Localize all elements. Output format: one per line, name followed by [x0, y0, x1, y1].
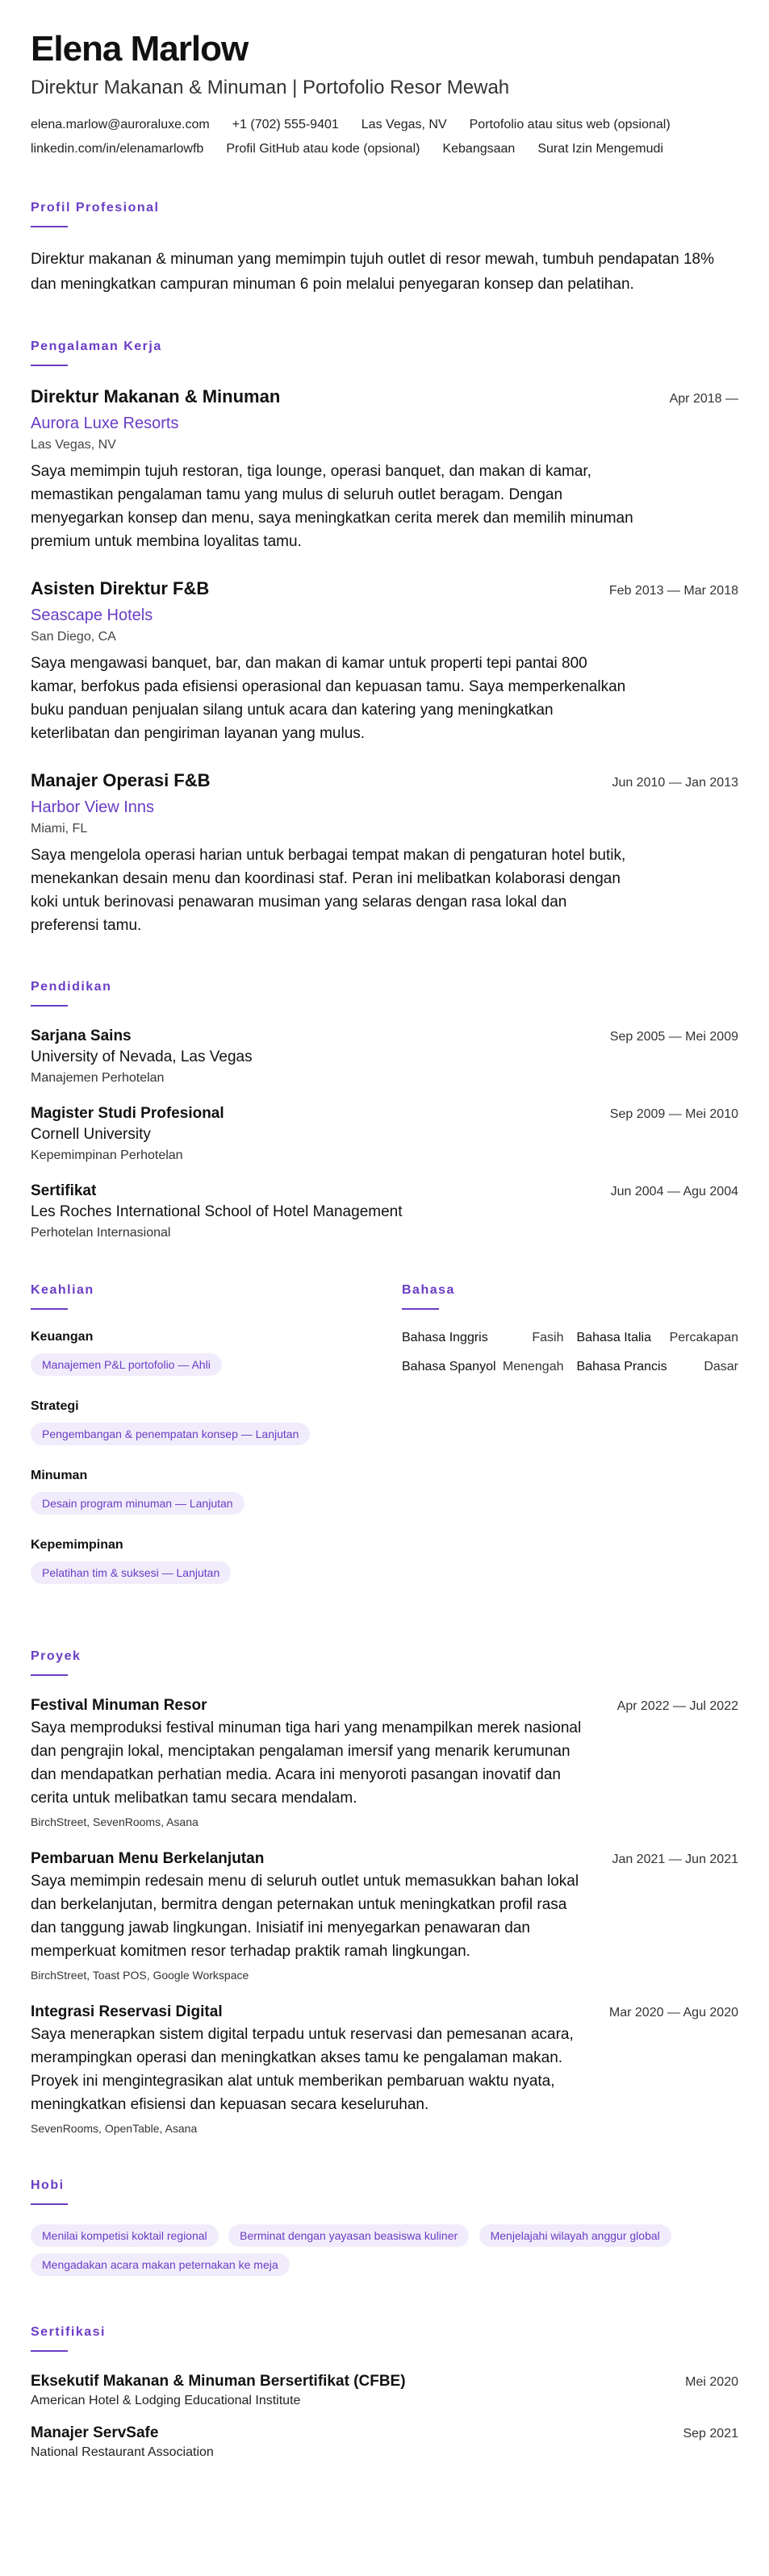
job-title: Manajer Operasi F&B — [31, 770, 211, 790]
section-title: Keahlian — [31, 1283, 94, 1297]
education-school: University of Nevada, Las Vegas — [31, 1048, 253, 1065]
skill-chip: Manajemen P&L portofolio — Ahli — [31, 1353, 222, 1376]
certifications-section — [31, 2324, 738, 2461]
certification-entry — [31, 2423, 738, 2461]
skill-chip: Pengembangan & penempatan konsep — Lanjutan — [31, 1423, 310, 1445]
project-title: Pembaruan Menu Berkelanjutan — [31, 1850, 265, 1867]
job-description: Saya mengelola operasi harian untuk berbagai tempat makan di pengaturan hotel butik, menekankan desain menu dan koordinasi staf. Peran ini melibatkan kolaborasi dengan koki untuk berinovasi penawaran musiman yang selaras dengan rasa lokal dan preferensi tamu. — [31, 847, 626, 934]
hobby-list — [31, 2224, 738, 2282]
certification-name: Manajer ServSafe — [31, 2424, 159, 2441]
job-company: Seascape Hotels — [31, 606, 153, 624]
language-item — [577, 1329, 739, 1347]
certification-date: Mei 2020 — [685, 2375, 738, 2389]
candidate-name: Elena Marlow — [31, 29, 249, 69]
job-entry — [31, 386, 738, 553]
language-name: Bahasa Prancis — [576, 1360, 667, 1373]
summary-text: Direktur makanan & minuman yang memimpin tujuh outlet di resor mewah, tumbuh pendapatan 18% dan meningkatkan campuran minuman 6 poin melalui penyegaran konsep dan pelatihan. — [31, 251, 715, 293]
education-entry — [31, 1181, 738, 1240]
certification-entry — [31, 2371, 738, 2410]
job-dates: Apr 2018 — — [669, 392, 738, 406]
project-entry — [31, 1695, 738, 1829]
skills-languages-section — [31, 1282, 738, 1607]
section-title: Profil Profesional — [31, 201, 160, 215]
contact-driving-license: Surat Izin Mengemudi — [537, 142, 663, 156]
job-location: Las Vegas, NV — [31, 438, 116, 452]
language-item — [402, 1329, 564, 1347]
job-dates: Feb 2013 — Mar 2018 — [608, 584, 738, 598]
projects-section — [31, 1649, 738, 2136]
skill-group — [31, 1468, 370, 1521]
section-divider — [31, 2350, 68, 2352]
job-title: Asisten Direktur F&B — [31, 578, 210, 598]
skill-group — [31, 1398, 370, 1452]
certification-issuer: National Restaurant Association — [31, 2445, 214, 2459]
language-level: Dasar — [704, 1360, 738, 1373]
project-description: Saya memproduksi festival minuman tiga hari yang menampilkan merek nasional dan pengrajin lokal, menciptakan pengalaman imersif yang menarik kerumunan dan mendapatkan perhatian media. Acara ini menyoroti pasangan inovatif dan cerita untuk melibatkan tamu secara mendalam. — [31, 1719, 582, 1807]
section-divider — [31, 2203, 68, 2205]
certification-issuer: American Hotel & Lodging Educational Institute — [31, 2394, 301, 2407]
job-entry — [31, 769, 738, 937]
education-field: Manajemen Perhotelan — [31, 1071, 165, 1085]
language-name: Bahasa Spanyol — [402, 1360, 496, 1373]
skill-category: Keuangan — [31, 1330, 94, 1344]
hobby-chip: Menjelajahi wilayah anggur global — [479, 2224, 671, 2247]
job-company: Aurora Luxe Resorts — [31, 415, 179, 432]
summary-section — [31, 200, 738, 297]
certification-name: Eksekutif Makanan & Minuman Bersertifikat (CFBE) — [31, 2373, 406, 2390]
languages-column — [402, 1282, 738, 1607]
language-level: Fasih — [532, 1331, 564, 1344]
section-title: Hobi — [31, 2178, 65, 2192]
job-entry — [31, 577, 738, 745]
skill-chip: Pelatihan tim & suksesi — Lanjutan — [31, 1561, 231, 1584]
job-title: Direktur Makanan & Minuman — [31, 386, 281, 406]
contact-github[interactable]: Profil GitHub atau kode (opsional) — [226, 142, 420, 156]
section-divider — [31, 1674, 68, 1676]
contact-linkedin[interactable]: linkedin.com/in/elenamarlowfb — [31, 142, 204, 156]
skill-category: Kepemimpinan — [31, 1538, 123, 1552]
section-divider — [31, 365, 68, 366]
education-degree: Sertifikat — [31, 1182, 97, 1199]
project-dates: Jan 2021 — Jun 2021 — [612, 1853, 738, 1866]
project-entry — [31, 1849, 738, 1982]
education-dates: Sep 2009 — Mei 2010 — [609, 1107, 738, 1121]
education-school: Les Roches International School of Hotel Management — [31, 1203, 403, 1220]
education-degree: Sarjana Sains — [31, 1027, 132, 1044]
language-name: Bahasa Italia — [576, 1331, 652, 1344]
resume-header — [31, 29, 738, 158]
contact-location: Las Vegas, NV — [361, 118, 447, 131]
skill-group — [31, 1329, 370, 1382]
hobby-chip: Berminat dengan yayasan beasiswa kuliner — [228, 2224, 469, 2247]
section-title: Pendidikan — [31, 980, 112, 994]
contact-portfolio[interactable]: Portofolio atau situs web (opsional) — [469, 118, 671, 131]
education-dates: Jun 2004 — Agu 2004 — [610, 1185, 738, 1198]
job-location: San Diego, CA — [31, 630, 116, 644]
language-item — [402, 1358, 564, 1376]
skill-category: Strategi — [31, 1399, 79, 1413]
section-title: Pengalaman Kerja — [31, 340, 162, 353]
project-dates: Apr 2022 — Jul 2022 — [616, 1699, 738, 1713]
project-tools: SevenRooms, OpenTable, Asana — [31, 2122, 198, 2135]
experience-section — [31, 339, 738, 937]
hobby-chip: Menilai kompetisi koktail regional — [31, 2224, 219, 2247]
section-title: Sertifikasi — [31, 2325, 106, 2339]
section-title: Bahasa — [402, 1283, 455, 1297]
language-grid — [402, 1329, 738, 1376]
language-item — [577, 1358, 739, 1376]
contact-nationality: Kebangsaan — [442, 142, 516, 156]
education-entry — [31, 1026, 738, 1086]
candidate-headline: Direktur Makanan & Minuman | Portofolio Resor Mewah — [31, 77, 510, 98]
project-title: Integrasi Reservasi Digital — [31, 2003, 223, 2020]
job-location: Miami, FL — [31, 822, 88, 836]
project-tools: BirchStreet, Toast POS, Google Workspace — [31, 1969, 249, 1982]
job-dates: Jun 2010 — Jan 2013 — [612, 776, 738, 790]
education-dates: Sep 2005 — Mei 2009 — [609, 1030, 738, 1044]
project-tools: BirchStreet, SevenRooms, Asana — [31, 1815, 199, 1828]
contact-list — [31, 116, 738, 158]
job-company: Harbor View Inns — [31, 798, 155, 816]
project-title: Festival Minuman Resor — [31, 1697, 207, 1714]
job-description: Saya memimpin tujuh restoran, tiga lounge, operasi banquet, dan makan di kamar, memastikan pengalaman tamu yang mulus di seluruh outlet beragam. Dengan menyegarkan konsep dan menu, saya meningkatkan cerita merek dan memilih minuman premium untuk membina loyalitas tamu. — [31, 463, 633, 550]
section-title: Proyek — [31, 1649, 81, 1663]
education-school: Cornell University — [31, 1126, 151, 1143]
certification-date: Sep 2021 — [683, 2427, 738, 2441]
skill-category: Minuman — [31, 1469, 88, 1482]
education-field: Kepemimpinan Perhotelan — [31, 1148, 183, 1162]
section-divider — [31, 1308, 68, 1310]
education-field: Perhotelan Internasional — [31, 1226, 171, 1240]
language-level: Percakapan — [669, 1331, 738, 1344]
education-entry — [31, 1103, 738, 1163]
hobby-chip: Mengadakan acara makan peternakan ke meja — [31, 2253, 290, 2276]
language-name: Bahasa Inggris — [402, 1331, 488, 1344]
contact-email[interactable]: elena.marlow@auroraluxe.com — [31, 118, 210, 131]
section-divider — [31, 1005, 68, 1007]
project-entry — [31, 2002, 738, 2136]
section-divider — [31, 226, 68, 227]
project-description: Saya menerapkan sistem digital terpadu untuk reservasi dan pemesanan acara, merampingkan operasi dan meningkatkan akses tamu ke pengalaman makan. Proyek ini mengintegrasikan alat untuk memberikan pembaruan waktu nyata, meningkatkan efisiensi dan kepuasan secara keseluruhan. — [31, 2026, 574, 2113]
skills-column — [31, 1282, 370, 1607]
section-divider — [402, 1308, 439, 1310]
project-description: Saya memimpin redesain menu di seluruh outlet untuk memasukkan bahan lokal dan berkelanjutan, bermitra dengan peternakan untuk meningkatkan profil rasa dan tanggung jawab lingkungan. Inisiatif ini menyegarkan penawaran dan memperkuat komitmen resor terhadap praktik ramah lingkungan. — [31, 1873, 579, 1960]
job-description: Saya mengawasi banquet, bar, dan makan di kamar untuk properti tepi pantai 800 kamar, berfokus pada efisiensi operasional dan kepuasan tamu. Saya memperkenalkan buku panduan penjualan silang untuk acara dan katering yang meningkatkan keterlibatan dan pengiriman layanan yang mulus. — [31, 655, 626, 742]
education-degree: Magister Studi Profesional — [31, 1105, 224, 1122]
skill-group — [31, 1537, 370, 1590]
hobbies-section — [31, 2178, 738, 2282]
education-section — [31, 979, 738, 1240]
skill-chip: Desain program minuman — Lanjutan — [31, 1492, 244, 1515]
contact-phone[interactable]: +1 (702) 555-9401 — [232, 118, 339, 131]
project-dates: Mar 2020 — Agu 2020 — [608, 2006, 738, 2020]
language-level: Menengah — [502, 1360, 564, 1373]
